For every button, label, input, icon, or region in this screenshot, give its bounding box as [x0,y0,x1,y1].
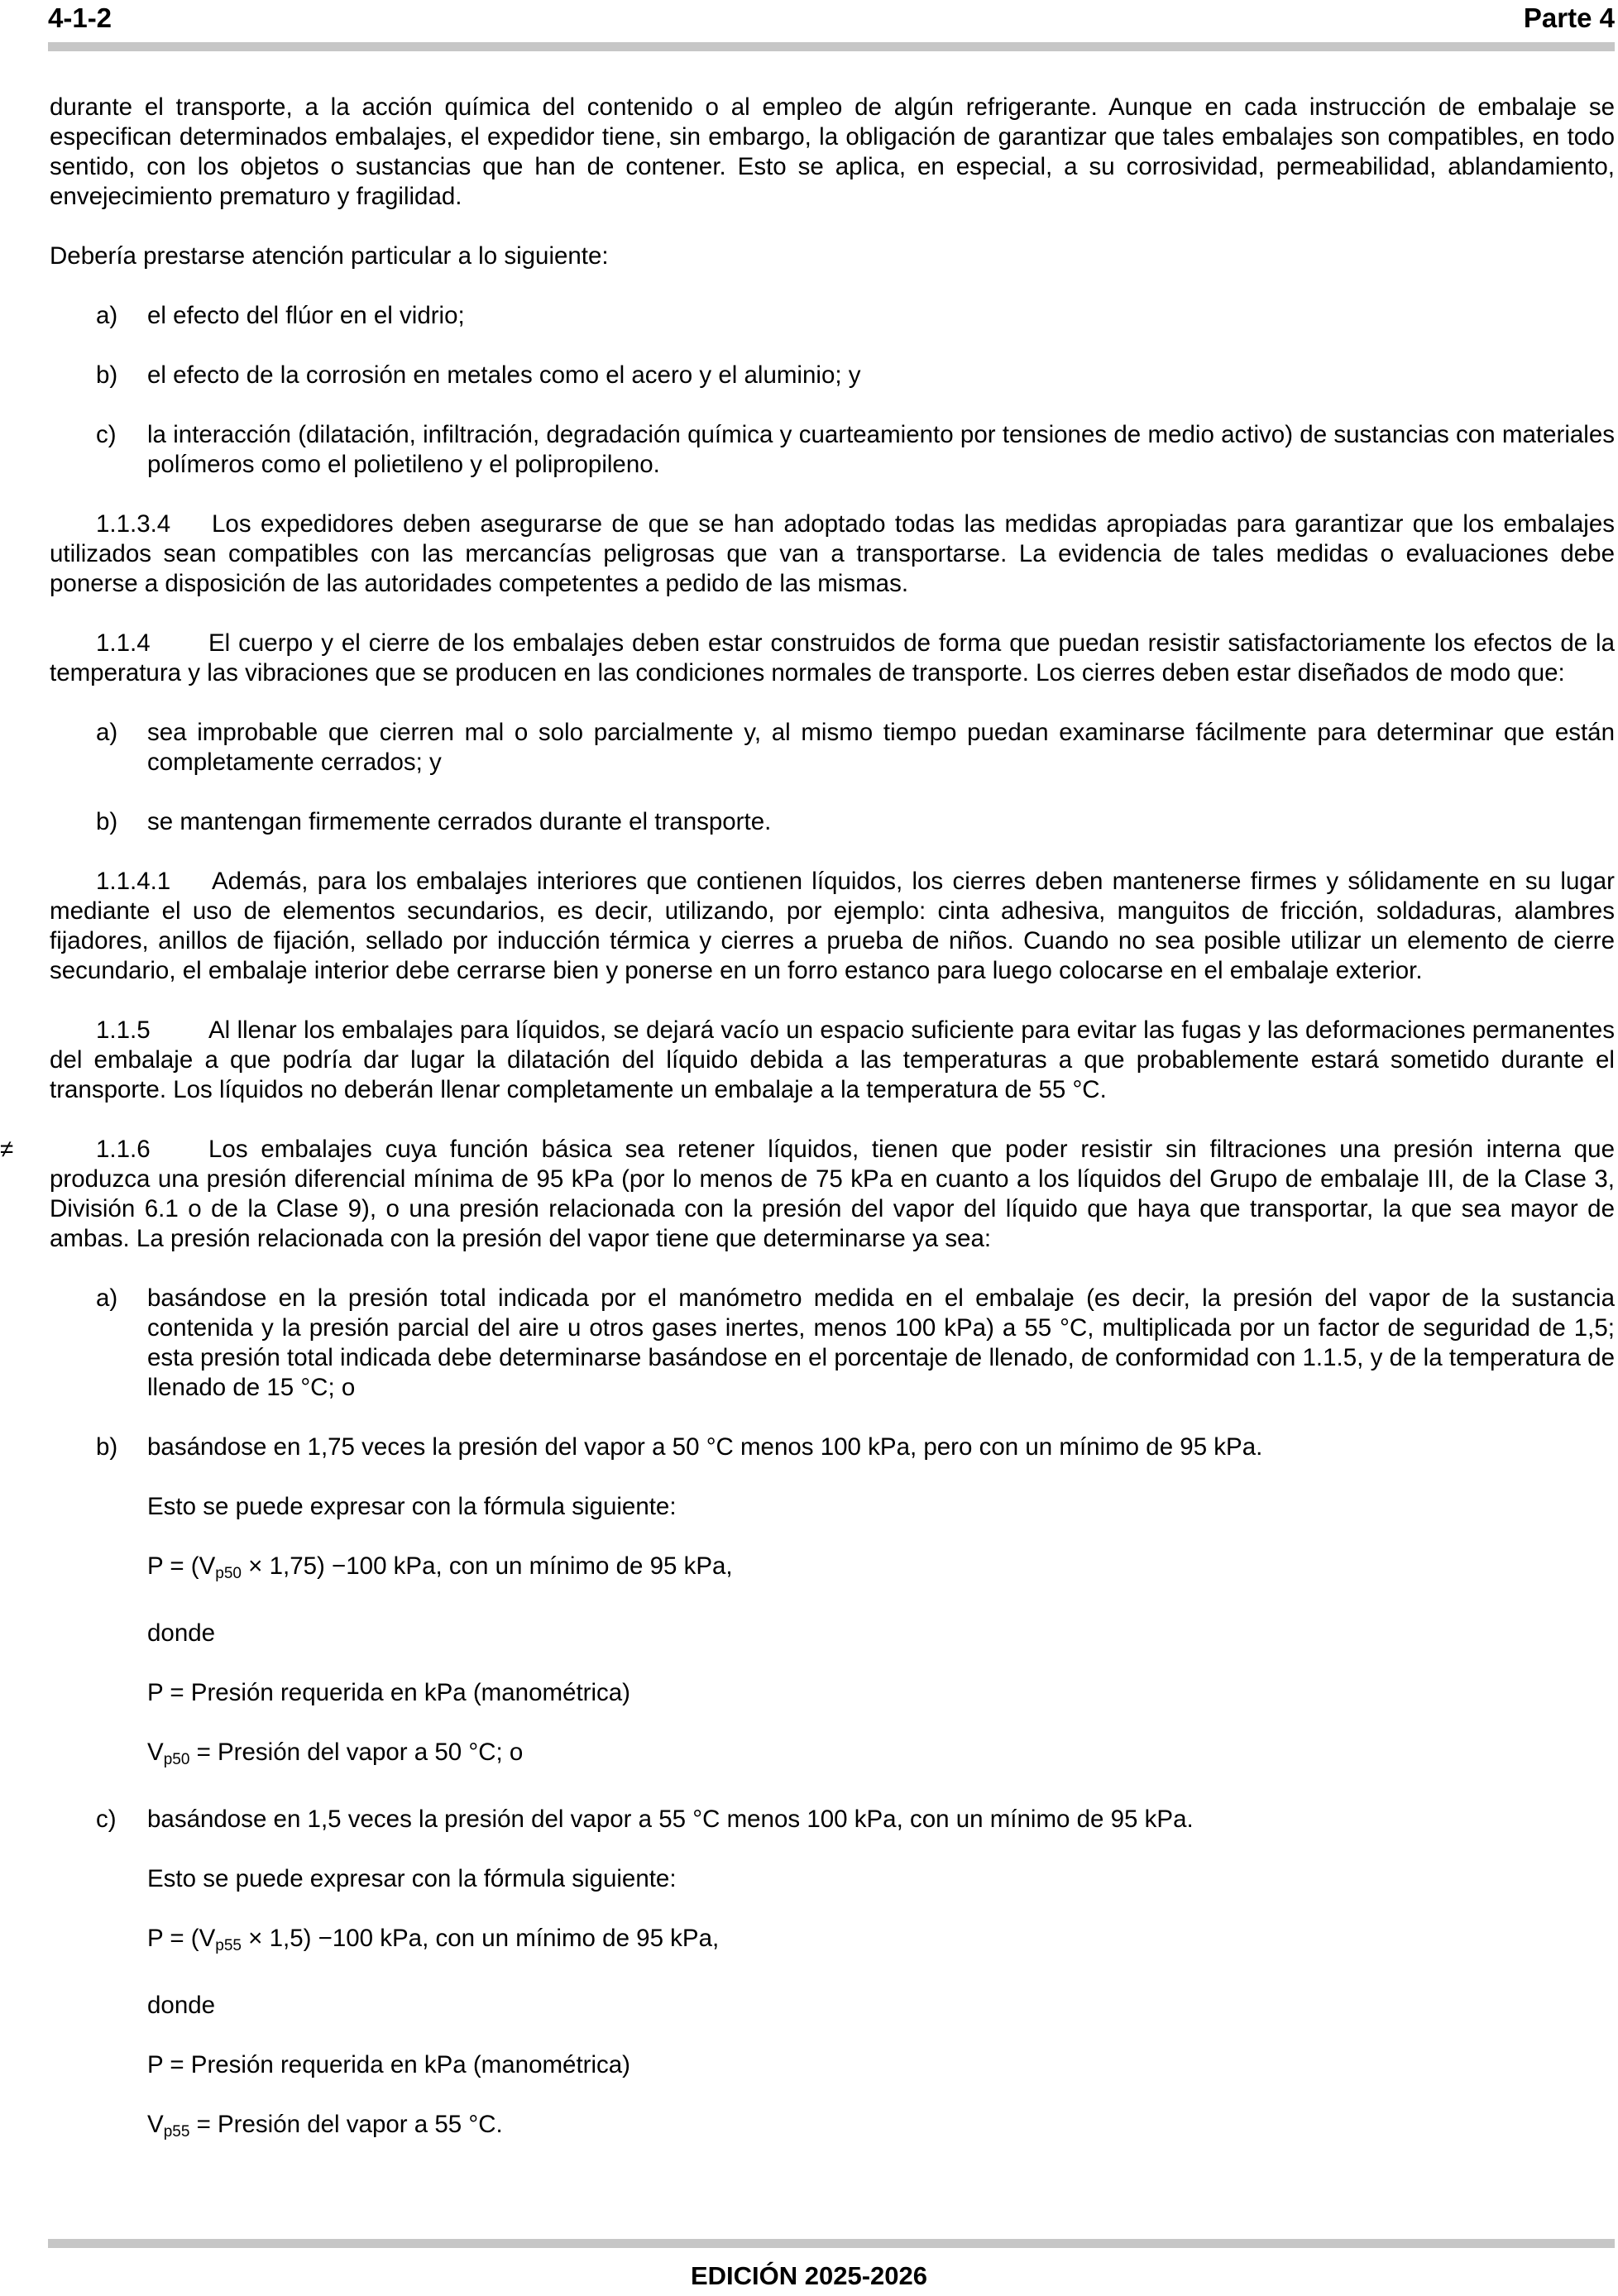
section-text: Los embalajes cuya función básica sea retener líquidos, tienen que poder resistir sin filtraciones una presión interna que produzca una presión diferencial mínima de 95 kPa (por lo menos de 75 kPa en cuanto a los líquidos del Grupo de embalaje III, de la Clase 3, División 6.1 o de la Clase 9), o una presión relacionada con la presión del vapor del líquido que haya que transportar, la que sea mayor de ambas. La presión relacionada con la presión del vapor tiene que determinarse ya sea: [50,1136,1615,1252]
list-label: a) [96,302,118,329]
formula [147,1552,1615,1589]
list-text: basándose en 1,5 veces la presión del vapor a 55 °C menos 100 kPa, con un mínimo de 95 kPa. [147,1806,1194,1833]
list-item [50,1433,1615,1462]
definition-part: = Presión del vapor a 50 °C; o [189,1739,524,1766]
list-item [50,301,1615,331]
list-text: sea improbable que cierren mal o solo parcialmente y, al mismo tiempo puedan examinarse fácilmente para determinar que están completamente cerrados; y [147,719,1615,776]
list-text: basándose en 1,75 veces la presión del vapor a 50 °C menos 100 kPa, pero con un mínimo de 95 kPa. [147,1433,1263,1461]
formula [147,1924,1615,1961]
list-item [50,807,1615,837]
list-label: a) [96,1284,118,1312]
list-item [50,718,1615,777]
where-label: donde [147,1619,216,1647]
formula-subscript: p50 [215,1565,242,1582]
part-title: Parte 4 [1523,2,1615,33]
definition-part: = Presión del vapor a 55 °C. [189,2111,503,2138]
page-number: 4-1-2 [48,2,112,33]
list-text: basándose en la presión total indicada por el manómetro medida en el embalaje (es decir, la presión del vapor de la sustancia contenida y la presión parcial del aire u otros gases inertes, menos 100 kPa) a 55 °C, multiplicada por un factor de seguridad de 1,5; esta presión total indicada debe determinarse basándose en el porcentaje de llenado, de conformidad con 1.1.5, y de la temperatura de llenado de 15 °C; o [147,1284,1615,1401]
list-label: c) [96,421,117,448]
section-text: Al llenar los embalajes para líquidos, se dejará vacío un espacio suficiente para evitar las fugas y las deformaciones permanentes del embalaje a que podría dar lugar la dilatación del líquido debida a las temperaturas a que probablemente estará sometido durante el transporte. Los líquidos no deberán llenar completamente un embalaje a la temperatura de 55 °C. [50,1016,1615,1103]
section-number: 1.1.4.1 [96,868,171,895]
paragraph-continuation: durante el transporte, a la acción química del contenido o al empleo de algún refrigerante. Aunque en cada instrucción de embalaje se especifican determinados embalajes, el expedidor tiene, sin embargo, la obligación de garantizar que tales embalajes son compatibles, en todo sentido, con los objetos o sustancias que han de contener. Esto se aplica, en especial, a su corrosividad, permeabilidad, ablandamiento, envejecimiento prematuro y fragilidad. [50,93,1615,210]
footer-rule [48,2239,1615,2248]
paragraph-attention: Debería prestarse atención particular a lo siguiente: [50,242,609,270]
list-label: b) [96,1433,118,1461]
list-label: c) [96,1806,117,1833]
definition-v [147,2110,1615,2147]
formula-intro: Esto se puede expresar con la fórmula siguiente: [147,1493,677,1520]
definition-subscript: p50 [163,1751,190,1768]
list-text: se mantengan firmemente cerrados durante el transporte. [147,808,772,835]
section-1-1-3-4 [50,509,1615,599]
document-body [0,93,1615,2177]
list-label: b) [96,361,118,389]
section-text: Los expedidores deben asegurarse de que se han adoptado todas las medidas apropiadas para garantizar que los embalajes utilizados sean compatibles con las mercancías peligrosas que van a transportarse. La evidencia de tales medidas o evaluaciones debe ponerse a disposición de las autoridades competentes a pedido de las mismas. [50,510,1615,597]
section-text: El cuerpo y el cierre de los embalajes deben estar construidos de forma que puedan resistir satisfactoriamente los efectos de la temperatura y las vibraciones que se producen en las condiciones normales de transporte. Los cierres deben estar diseñados de modo que: [50,629,1615,686]
formula-subscript: p55 [215,1937,242,1954]
formula-intro: Esto se puede expresar con la fórmula siguiente: [147,1865,677,1892]
formula-part: × 1,75) −100 kPa, con un mínimo de 95 kPa, [241,1552,733,1580]
list-text: el efecto del flúor en el vidrio; [147,302,465,329]
definition-subscript: p55 [163,2123,190,2141]
list-item [50,420,1615,480]
formula-part: P = (V [147,1552,216,1580]
section-text: Además, para los embalajes interiores que contienen líquidos, los cierres deben mantenerse firmes y sólidamente en su lugar mediante el uso de elementos secundarios, es decir, utilizando, por ejemplo: cinta adhesiva, manguitos de fricción, soldaduras, alambres fijadores, anillos de fijación, sellado por inducción térmica y cierres a prueba de niños. Cuando no sea posible utilizar un elemento de cierre secundario, el embalaje interior debe cerrarse bien y ponerse en un forro estanco para luego colocarse en el embalaje exterior. [50,868,1615,984]
amendment-marker: ≠ [0,1136,14,1163]
section-number: 1.1.6 [96,1136,151,1163]
definition-part: V [147,2111,164,2138]
definition-v [147,1738,1615,1775]
list-text: la interacción (dilatación, infiltración, degradación química y cuarteamiento por tensiones de medio activo) de sustancias con materiales polímeros como el polietileno y el polipropileno. [147,421,1615,478]
edition-footer: EDICIÓN 2025-2026 [690,2261,928,2290]
header-rule [48,42,1615,51]
section-1-1-5 [50,1016,1615,1105]
section-number: 1.1.4 [96,629,151,657]
list-label: b) [96,808,118,835]
list-text: el efecto de la corrosión en metales como el acero y el aluminio; y [147,361,861,389]
section-number: 1.1.5 [96,1016,151,1044]
definition-part: V [147,1739,164,1766]
list-label: a) [96,719,118,746]
page-header [48,2,1615,38]
list-item [50,1805,1615,1834]
definition-p: P = Presión requerida en kPa (manométrica) [147,1679,631,1706]
section-1-1-4-1 [50,867,1615,986]
section-1-1-6 [0,1135,1615,1254]
formula-part: P = (V [147,1925,216,1952]
list-item [50,1284,1615,1403]
where-label: donde [147,1992,216,2019]
formula-part: × 1,5) −100 kPa, con un mínimo de 95 kPa, [241,1925,720,1952]
section-1-1-4 [50,629,1615,688]
section-number: 1.1.3.4 [96,510,171,538]
definition-p: P = Presión requerida en kPa (manométrica) [147,2051,631,2078]
list-item [50,361,1615,390]
